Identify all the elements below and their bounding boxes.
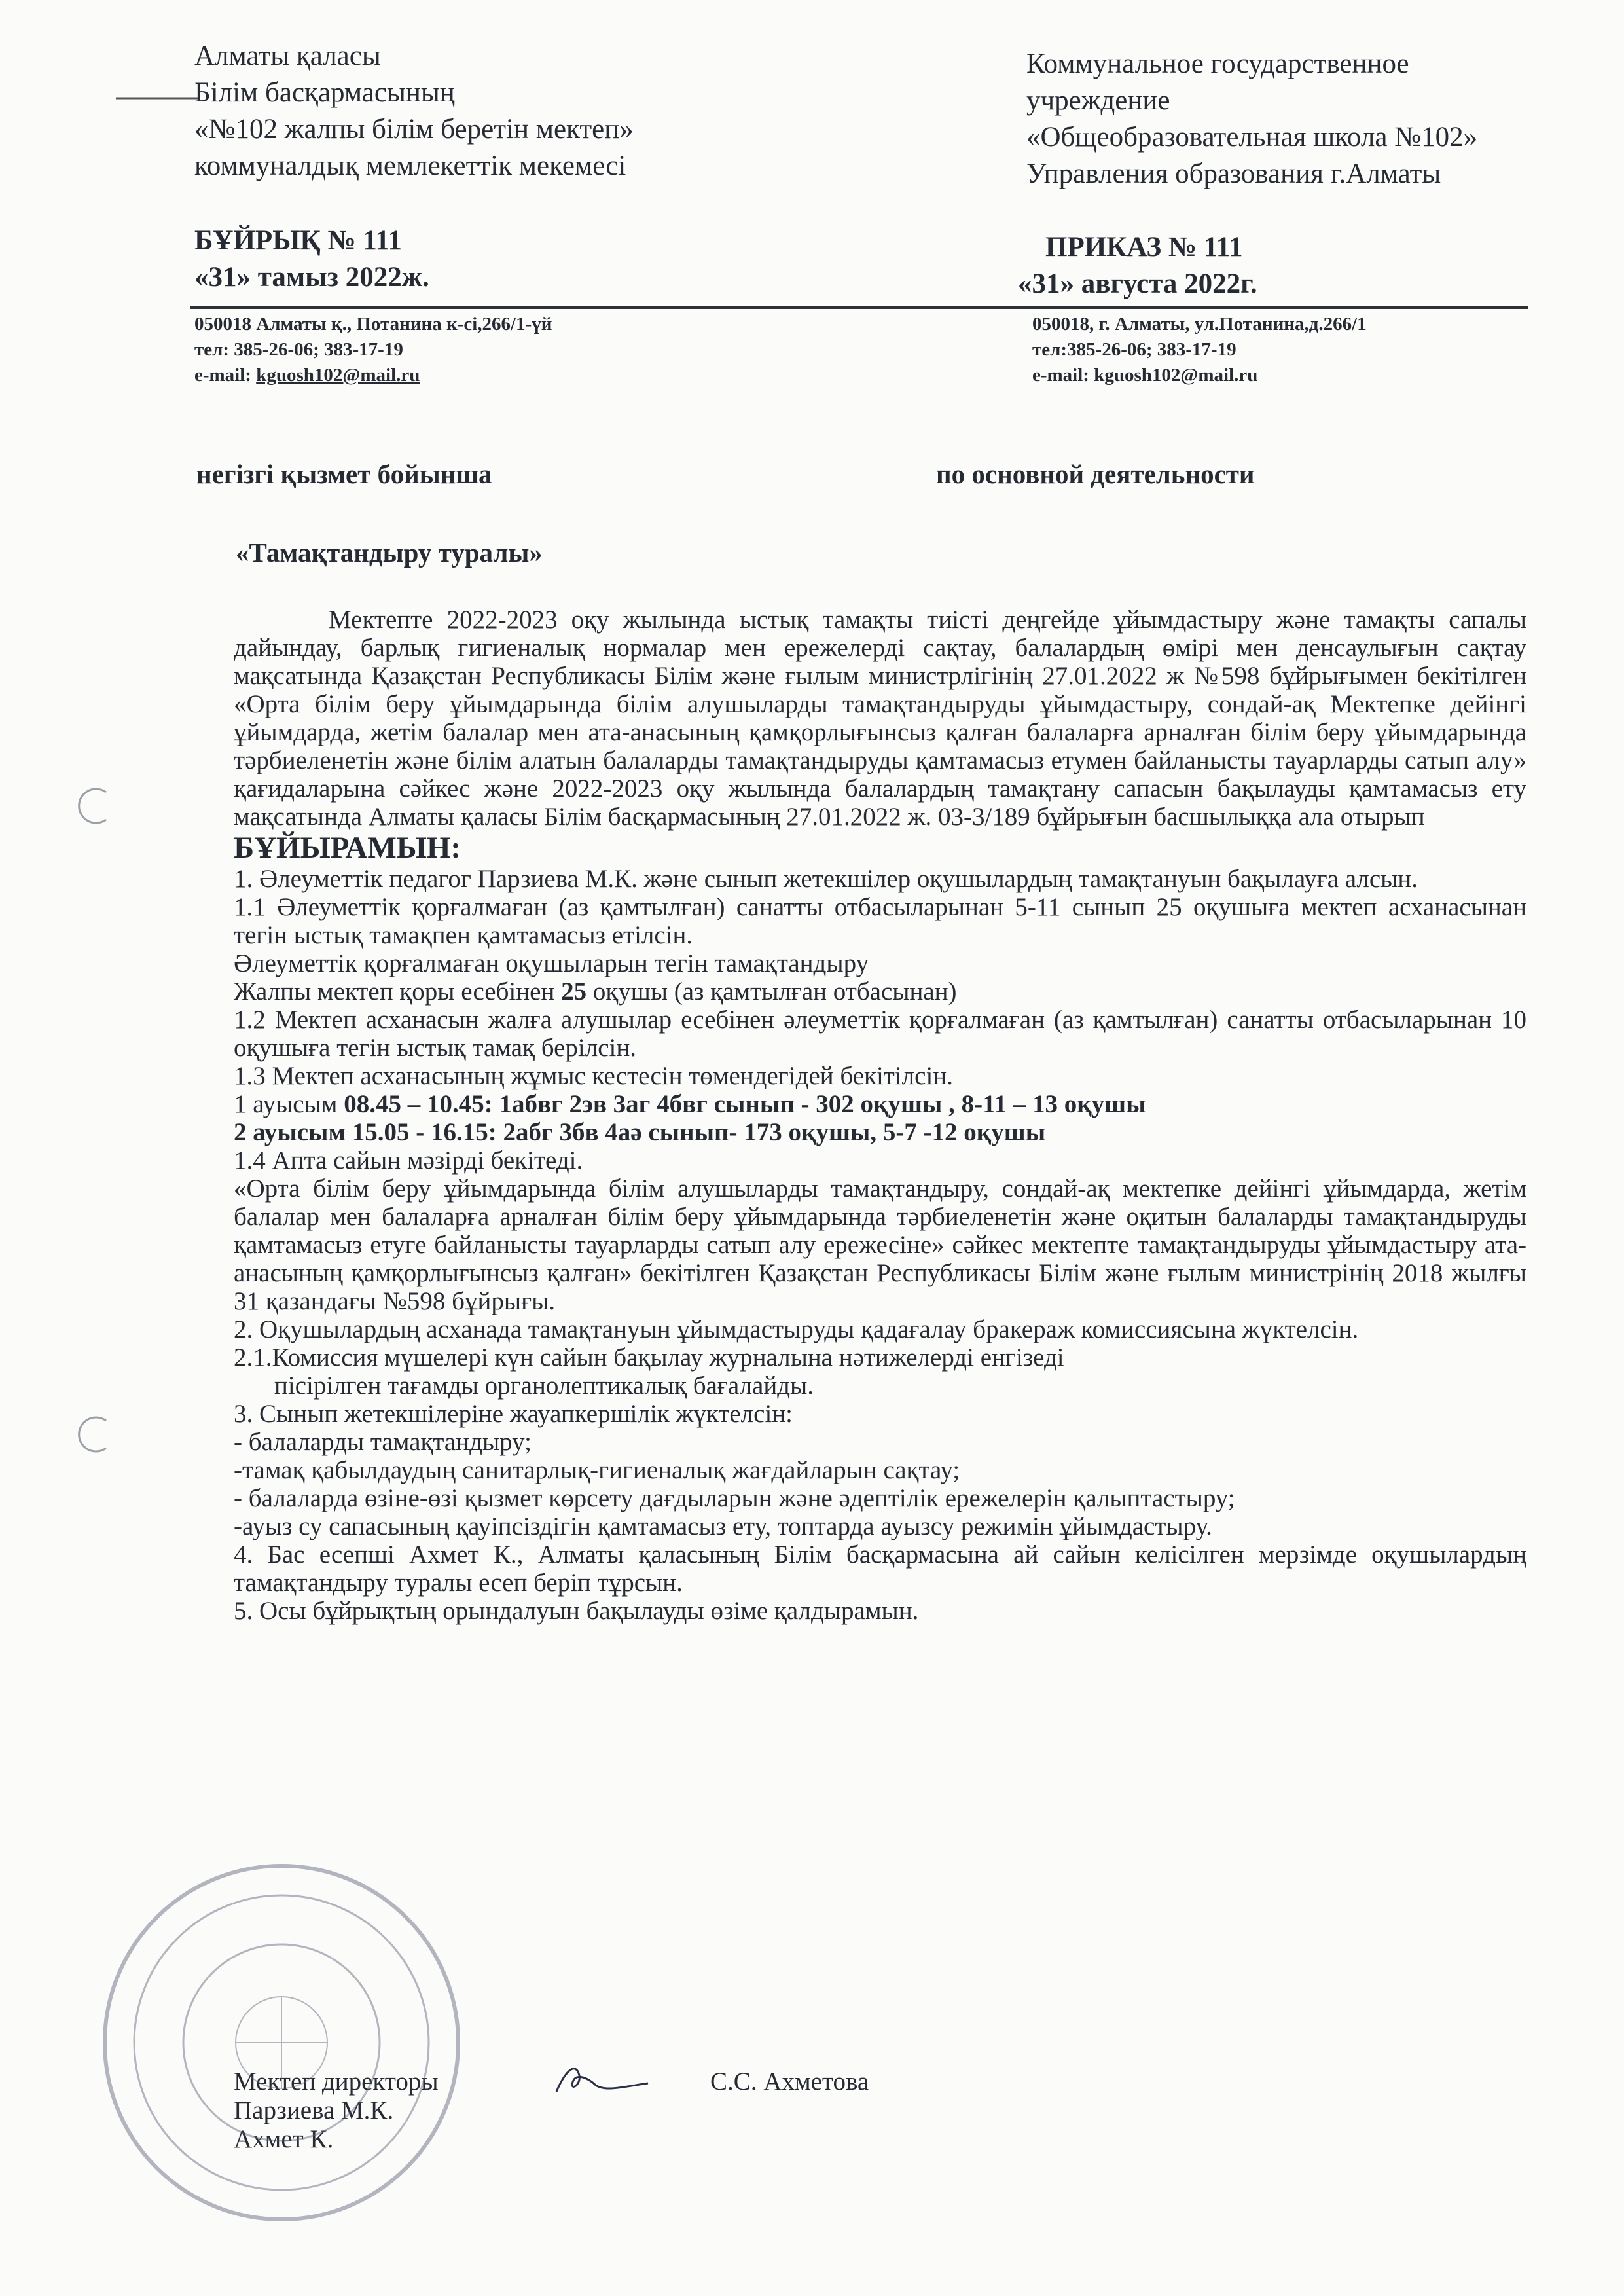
order-date-russian: «31» августа 2022г. [1018,268,1257,299]
director-title: Мектеп директоры [234,2068,439,2096]
item-1-4-rule: «Орта білім беру ұйымдарында білім алушыларды тамақтандыру, сондай-ақ мектепке дейінгі ұйымдарда, жетім балалар мен балаларға арналған білім беру ұйымдарында тәрбиеленетін және оқитын балаларды тамақтандыруды қамтамасыз етуге байланысты тауарларды сатып алу ережесіне» сәйкес мектепте тамақтандыруды ұйымдастыру ата-анасының қамқорлығынсыз қалған» бекітілген Қазақстан Республикасы Білім және ғылым министрінің 2018 жылғы 31 қазандағы №598 бұйрығы. [234,1175,1526,1315]
shift-1-schedule: 08.45 – 10.45: 1абвг 2эв 3аг 4бвг сынып - 302 оқушы , 8-11 – 13 оқушы [344,1090,1146,1118]
item-3: 3. Сынып жетекшілеріне жауапкершілік жүктелсін: [234,1400,793,1428]
item-1-1-note: Әлеуметтік қорғалмаған оқушыларын тегін тамақтандыру [234,949,869,977]
item-2: 2. Оқушылардың асханада тамақтануын ұйымдастыруды қадағалау бракераж комиссиясына жүктелсін. [234,1315,1359,1343]
item-1-4: 1.4 Апта сайын мәзірді бекітеді. [234,1146,583,1175]
header-kazakh-line: коммуналдық мемлекеттік мекемесі [194,151,626,181]
order-title-kazakh: БҰЙРЫҚ № 111 [194,225,403,256]
address-phone: тел: 385-26-06; 383-17-19 [194,339,403,360]
address-russian [1032,312,1367,388]
round-seal-icon [98,1859,465,2226]
activity-russian: по основной деятельности [936,459,1255,489]
header-kazakh-line: Алматы қаласы [194,41,381,71]
email-label: e-mail: [1032,365,1094,386]
item-3-d: -ауыз су сапасының қауіпсіздігін қамтамасыз ету, топтарда ауызсу режимін ұйымдастыру. [234,1512,1212,1540]
item-3-c: - балаларда өзіне-өзі қызмет көрсету дағдыларын және әдептілік ережелерін қалыптастыру; [234,1484,1235,1512]
item-4: 4. Бас есепші Ахмет К., Алматы қаласының Білім басқармасына ай сайын келісілген мерзімде оқушылардың тамақтандыру туралы есеп беріп тұрсын. [234,1540,1526,1597]
fund-count: 25 [561,977,587,1006]
address-street: 050018, г. Алматы, ул.Потанина,д.266/1 [1032,314,1367,335]
order-title-russian: ПРИКАЗ № 111 [1045,232,1243,263]
handwritten-signature [550,2056,655,2102]
item-3-a: - балаларды тамақтандыру; [234,1428,532,1456]
address-email-row [194,363,552,388]
order-subject: «Тамақтандыру туралы» [236,538,543,568]
address-phone: тел:385-26-06; 383-17-19 [1032,339,1236,360]
acquainted-name: Ахмет К. [234,2125,334,2153]
margin-dash-mark [115,95,200,101]
fund-text: Жалпы мектеп қоры есебінен [234,977,562,1006]
shift-1-label: 1 ауысым [234,1090,344,1118]
item-3-b: -тамақ қабылдаудың санитарлық-гигиеналық жағдайларын сақтау; [234,1456,960,1484]
order-date-kazakh: «31» тамыз 2022ж. [194,262,429,293]
email-label: e-mail: [194,365,257,386]
header-kazakh-line: «№102 жалпы білім беретін мектеп» [194,114,634,145]
item-1: 1. Әлеуметтік педагог Парзиева М.К. және сынып жетекшілер оқушылардың тамақтануын бақылауға алсын. [234,865,1418,893]
item-1-1-fund [234,977,1526,1006]
item-2-1-cont: пісірілген тағамды органолептикалық бағалайды. [274,1372,814,1400]
order-number-russian [1018,229,1257,302]
item-2-1: 2.1.Комиссия мүшелері күн сайын бақылау журналына нәтижелерді енгізеді [234,1343,1064,1372]
punch-hole-icon [73,786,114,826]
order-number-kazakh [194,223,429,296]
shift-2: 2 ауысым 15.05 - 16.15: 2абг 3бв 4аә сынып- 173 оқушы, 5-7 -12 оқушы [234,1118,1046,1146]
item-1-3: 1.3 Мектеп асханасының жұмыс кестесін төмендегідей бекітілсін. [234,1062,953,1090]
activity-kazakh: негізгі қызмет бойынша [196,459,492,489]
director-name: С.С. Ахметова [710,2068,869,2096]
email-link[interactable]: kguosh102@mail.ru [1094,365,1258,386]
item-1-2: 1.2 Мектеп асханасын жалға алушылар есебінен әлеуметтік қорғалмаған (аз қамтылған) санатты отбасыларынан 10 оқушыға тегін ыстық тамақ берілсін. [234,1006,1526,1062]
fund-text-end: оқушы (аз қамтылған отбасынан) [586,977,957,1006]
header-russian-line: Управления образования г.Алматы [1026,158,1441,189]
item-5: 5. Осы бұйрықтың орындалуын бақылауды өзіме қалдырамын. [234,1597,919,1625]
header-divider [190,306,1528,309]
shift-1 [234,1090,1526,1118]
address-kazakh [194,312,552,388]
header-russian-line: Коммунальное государственное [1026,48,1409,79]
order-heading: БҰЙЫРАМЫН: [234,831,461,865]
address-street: 050018 Алматы қ., Потанина к-сі,266/1-үй [194,314,552,335]
header-russian-line: учреждение [1026,85,1170,116]
header-russian [1026,46,1602,192]
order-body [234,606,1526,1625]
punch-hole-icon [73,1414,114,1455]
acquainted-name: Парзиева М.К. [234,2096,394,2124]
header-kazakh-line: Білім басқармасының [194,77,455,108]
email-link[interactable]: kguosh102@mail.ru [256,365,420,386]
header-kazakh [194,38,784,185]
item-1-1: 1.1 Әлеуметтік қорғалмаған (аз қамтылған) санатты отбасыларынан 5-11 сынып 25 оқушыға мектеп асханасынан тегін ыстық тамақпен қамтамасыз етілсін. [234,893,1526,949]
address-email-row [1032,363,1367,388]
header-russian-line: «Общеобразовательная школа №102» [1026,122,1478,153]
preamble: Мектепте 2022-2023 оқу жылында ыстық тамақты тиісті деңгейде ұйымдастыру және тамақты сапалы дайындау, барлық гигиеналық нормалар мен ережелерді сақтау, балалардың өмірі мен денсаулығын сақтау мақсатында Қазақстан Республикасы Білім және ғылым министрлігінің 27.01.2022 ж №598 бұйрығымен бекітілген «Орта білім беру ұйымдарында білім алушыларды тамақтандыруды ұйымдастыру, сондай-ақ Мектепке дейінгі ұйымдарда, жетім балалар мен ата-анасының қамқорлығынсыз қалған балаларға арналған білім беру ұйымдарында тәрбиеленетін және білім алатын балаларды тамақтандыруды қамтамасыз етумен байланысты тауарларды сатып алу» қағидаларына сәйкес және 2022-2023 оқу жылында балалардың тамақтану сапасын бақылауды қамтамасыз ету мақсатында Алматы қаласы Білім басқармасының 27.01.2022 ж. 03-3/189 бұйрығын басшылыққа ала отырып [234,606,1526,831]
